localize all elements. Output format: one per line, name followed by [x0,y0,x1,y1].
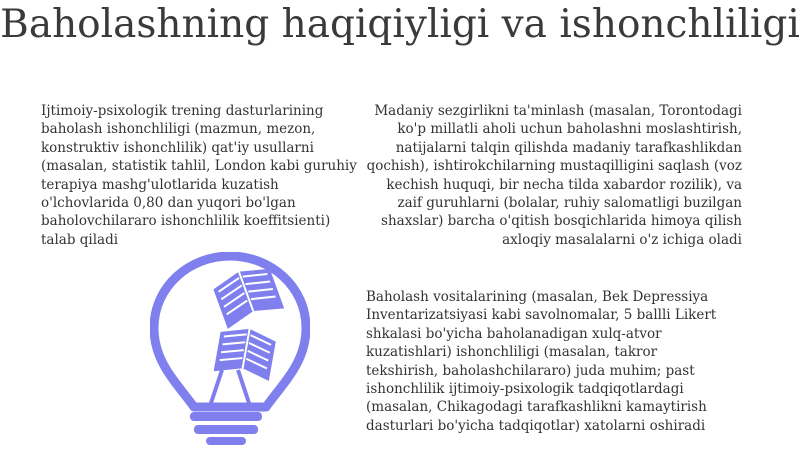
paragraph-reliability-methods: Ijtimoiy-psixologik trening dasturlarining baholash ishonchliligi (mazmun, mezon, konstruktiv ishonchlilik) qat'iy usullarni (masalan, statistik tahlil, London kabi guruhiy terapiya mashg'ulotlarida kuzatish o'lchovlarida 0,80 dan yuqori bo'lgan baholovchilararo ishonchlilik koeffitsienti) talab qiladi [41,103,357,248]
paragraph-ethics: Madaniy sezgirlikni ta'minlash (masalan, Torontodagi ko'p millatli aholi uchun baholashni moslashtirish, natijalarni talqin qilishda madaniy tarafkashlikdan qochish), ishtirokchilarning mustaqilligini saqlash (voz kechish huquqi, bir necha tilda xabardor rozilik), va zaif guruhlarni (bolalar, ruhiy salomatligi buzilgan shaxslar) barcha o'qitish bosqichlarida himoya qilish axloqiy masalalarni o'z ichiga oladi [366,103,742,248]
paragraph-assessment-tools: Baholash vositalarining (masalan, Bek Depressiya Inventarizatsiyasi kabi savolnomalar, 5 ballli Likert shkalasi bo'yicha baholanadigan xulq-atvor kuzatishlari) ishonchliligi (masalan, takror tekshirish, baholashchilararo) juda muhim; past ishonchlilik ijtimoiy-psixologik tadqiqotlardagi (masalan, Chikagodagi tarafkashlikni kamaytirish dasturlari bo'yicha tadqiqotlar) xatolarni oshiradi [366,289,717,434]
lightbulb-book-icon [150,252,310,449]
page-title: Baholashning haqiqiyligi va ishonchliligi [0,2,800,47]
